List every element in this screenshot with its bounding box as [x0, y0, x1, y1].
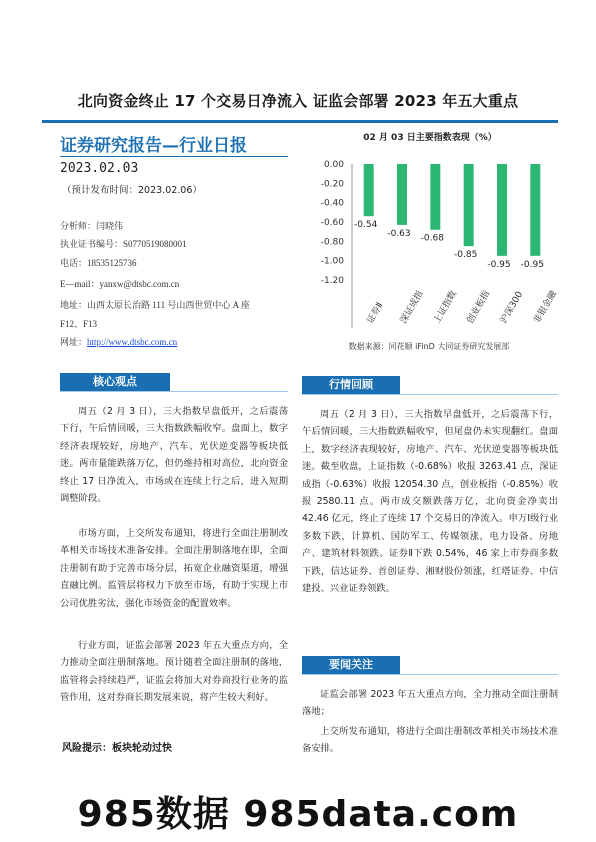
- bar-value-label: -0.85: [454, 250, 478, 261]
- x-tick-label: 证券Ⅱ: [365, 301, 386, 326]
- bar: [430, 164, 440, 230]
- y-tick-label: 0.00: [323, 160, 344, 170]
- y-tick-label: -0.40: [320, 198, 344, 209]
- analyst-name: 分析师：闫晓伟: [60, 221, 124, 231]
- core-view-paragraph-3: 行业方面，证监会部署 2023 年五大重点方向，全力推动全面注册制落地。预计随着全面注册制的落地，监管将会持续趋严，证监会将加大对券商投行业务的监管作用，这对券商长期发展来说，将产生较大利好。: [60, 640, 288, 704]
- report-type-divider: [60, 156, 288, 157]
- core-view-title: 核心观点: [60, 373, 170, 391]
- publish-time: （预计发布时间：2023.02.06）: [62, 185, 202, 196]
- analyst-certificate: 执业证书编号：S0770519080001: [60, 239, 187, 249]
- x-tick-label: 深证成指: [398, 289, 426, 326]
- website-link[interactable]: http://www.dtsbc.com.cn: [87, 337, 178, 347]
- bar-value-label: -0.54: [354, 220, 378, 231]
- bar: [530, 164, 540, 256]
- bar: [497, 164, 507, 256]
- bar-value-label: -0.68: [420, 233, 444, 244]
- core-view-header: [60, 373, 288, 392]
- news-item-2: 上交所发布通知，将进行全面注册制改革相关市场技术准备安排。: [302, 726, 558, 755]
- chart-source: 数据来源：同花顺 iFinD 大同证券研究发展部: [348, 342, 510, 351]
- index-performance-chart: [300, 148, 560, 338]
- title-divider: [42, 120, 558, 123]
- analyst-phone: 电话：18535125736: [60, 258, 137, 268]
- news-title: 要闻关注: [302, 656, 400, 674]
- bar-value-label: -0.63: [387, 228, 411, 239]
- page-title: 北向资金终止 17 个交易日净流入 证监会部署 2023 年五大重点: [77, 92, 519, 110]
- risk-warning: 风险提示：板块轮动过快: [62, 743, 172, 754]
- bar: [397, 164, 407, 225]
- y-tick-label: -0.80: [320, 237, 344, 248]
- report-type-heading: 证券研究报告—行业日报: [60, 136, 247, 156]
- analyst-email: E—mail：yanxw@dtsbc.com.cn: [60, 279, 180, 289]
- watermark: 985数据 985data.com: [77, 794, 519, 835]
- chart-title: 02 月 03 日主要指数表现（%）: [363, 133, 497, 143]
- y-tick-label: -1.20: [320, 276, 344, 286]
- core-view-paragraph-1: 周五（2 月 3 日），三大指数早盘低开，之后震荡下行，午后情回暖，三大指数跌幅收窄。盘面上，数字经济表现较好，房地产、汽车、光伏逆变器等板块低迷。两市量能跌落万亿，但仍维持相对高位，北向资金终止 17 日净流入，市场或在连续上行之后，进入短期调整阶段。: [60, 406, 288, 505]
- office-address-floor: F12、F13: [60, 319, 98, 329]
- report-date: 2023.02.03: [60, 161, 139, 176]
- bar: [364, 164, 374, 216]
- y-tick-label: -0.20: [320, 179, 344, 190]
- website-line: [60, 335, 177, 348]
- website-label: 网址：: [60, 337, 88, 347]
- x-tick-label: 创业板指: [465, 289, 493, 326]
- news-header: [302, 656, 558, 675]
- market-review-paragraph: 周五（2 月 3 日），三大指数早盘低开，之后震荡下行，午后情回暖，三大指数跌幅收窄，但尾盘仍未实现翻红。盘面上，数字经济表现较好，房地产、汽车、光伏逆变器等板块低迷。截至收盘，上证指数（-0.68%）收报 3263.41 点，深证成指（-0.63%）收报 12054.30 点，创业板指（-0.85%）收报 2580.11 点。两市成交额跌落万亿，北向资金净卖出 42.46 亿元，终止了连续 17 个交易日的净流入。申万Ⅰ级行业多数下跌，计算机、国防军工、传媒领涨，电力设备、房地产、建筑材料领跌。证券Ⅱ下跌 0.54%，46 家上市券商多数下跌，信达证券、首创证券、湘财股份领涨，红塔证券、中信建投、兴业证券领跌。: [302, 409, 558, 595]
- x-tick-label: 上证指数: [432, 289, 459, 326]
- bar-value-label: -0.95: [520, 259, 544, 270]
- bar: [464, 164, 474, 246]
- office-address: 地址：山西太原长治路 111 号山西世贸中心 A 座: [60, 300, 250, 310]
- y-tick-label: -1.00: [320, 256, 344, 267]
- x-tick-label: 沪深300: [498, 290, 526, 326]
- x-tick-label: 非银金融: [532, 289, 559, 326]
- market-review-header: [302, 376, 558, 395]
- news-item-1: 证监会部署 2023 年五大重点方向，全力推动全面注册制落地；: [302, 689, 558, 718]
- bar-value-label: -0.95: [487, 259, 511, 270]
- core-view-paragraph-2: 市场方面，上交所发布通知，将进行全面注册制改革相关市场技术准备安排。全面注册制落地在即，全面注册制有助于完善市场分层，拓宽企业融资渠道，增强直融比例。监管层将权力下放至市场，有助于实现上市公司优胜劣汰，强化市场资金的配置效率。: [60, 528, 288, 609]
- y-tick-label: -0.60: [320, 218, 344, 228]
- market-review-title: 行情回顾: [302, 376, 400, 394]
